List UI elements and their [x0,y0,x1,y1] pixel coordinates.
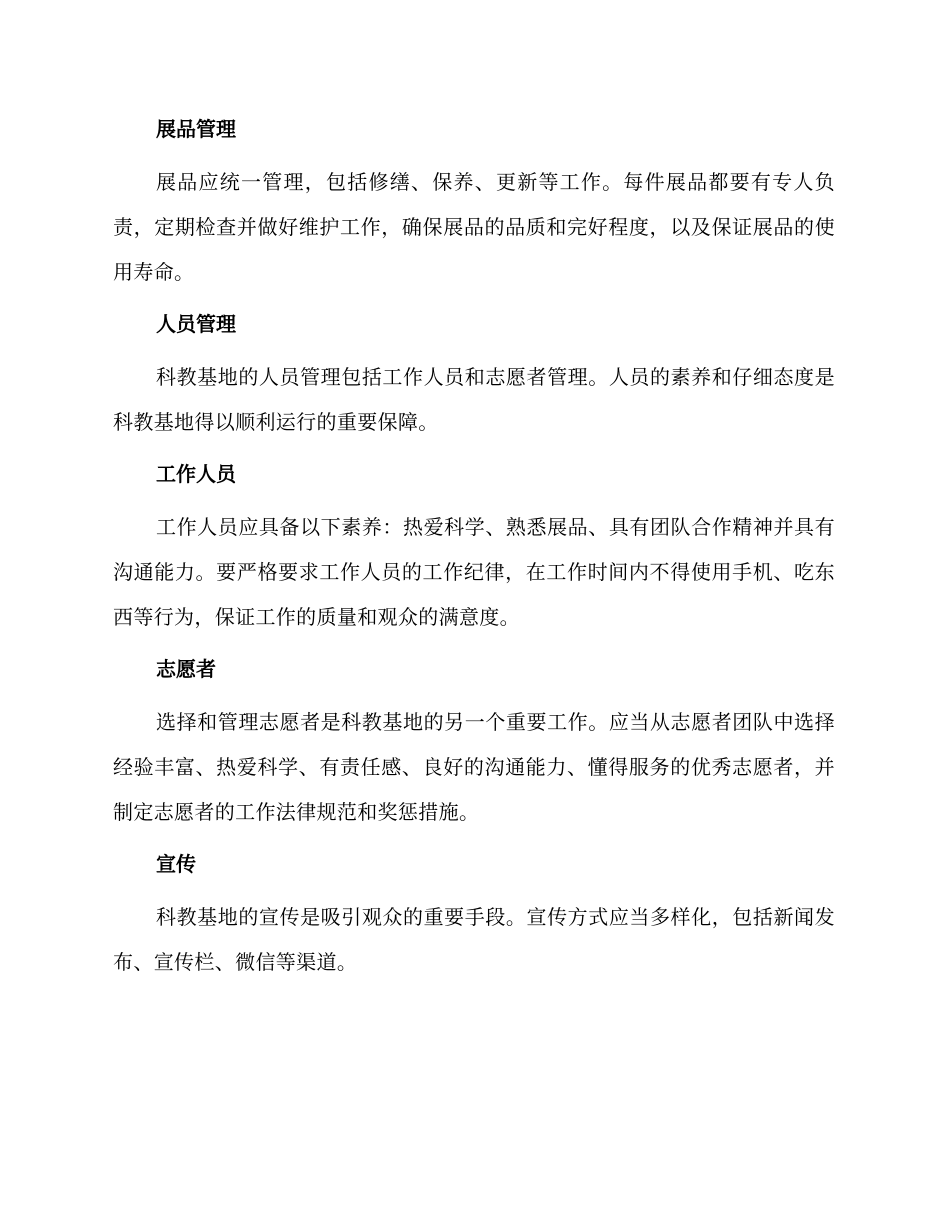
section-body-publicity: 科教基地的宣传是吸引观众的重要手段。宣传方式应当多样化，包括新闻发布、宣传栏、微信等渠道。 [113,905,835,974]
section-body-staff: 工作人员应具备以下素养：热爱科学、熟悉展品、具有团队合作精神并具有沟通能力。要严格要求工作人员的工作纪律，在工作时间内不得使用手机、吃东西等行为，保证工作的质量和观众的满意度。 [113,515,835,629]
section-heading-personnel-management: 人员管理 [156,312,236,336]
section-heading-volunteers: 志愿者 [156,657,216,681]
document-page [113,113,835,985]
section-body-personnel-management: 科教基地的人员管理包括工作人员和志愿者管理。人员的素养和仔细态度是科教基地得以顺利运行的重要保障。 [113,365,835,434]
section-heading-publicity: 宣传 [156,852,196,876]
section-body-volunteers: 选择和管理志愿者是科教基地的另一个重要工作。应当从志愿者团队中选择经验丰富、热爱科学、有责任感、良好的沟通能力、懂得服务的优秀志愿者，并制定志愿者的工作法律规范和奖惩措施。 [113,710,835,824]
section-body-exhibit-management: 展品应统一管理，包括修缮、保养、更新等工作。每件展品都要有专人负责，定期检查并做好维护工作，确保展品的品质和完好程度，以及保证展品的使用寿命。 [113,170,835,284]
section-heading-staff: 工作人员 [156,462,236,486]
section-heading-exhibit-management: 展品管理 [156,117,236,141]
